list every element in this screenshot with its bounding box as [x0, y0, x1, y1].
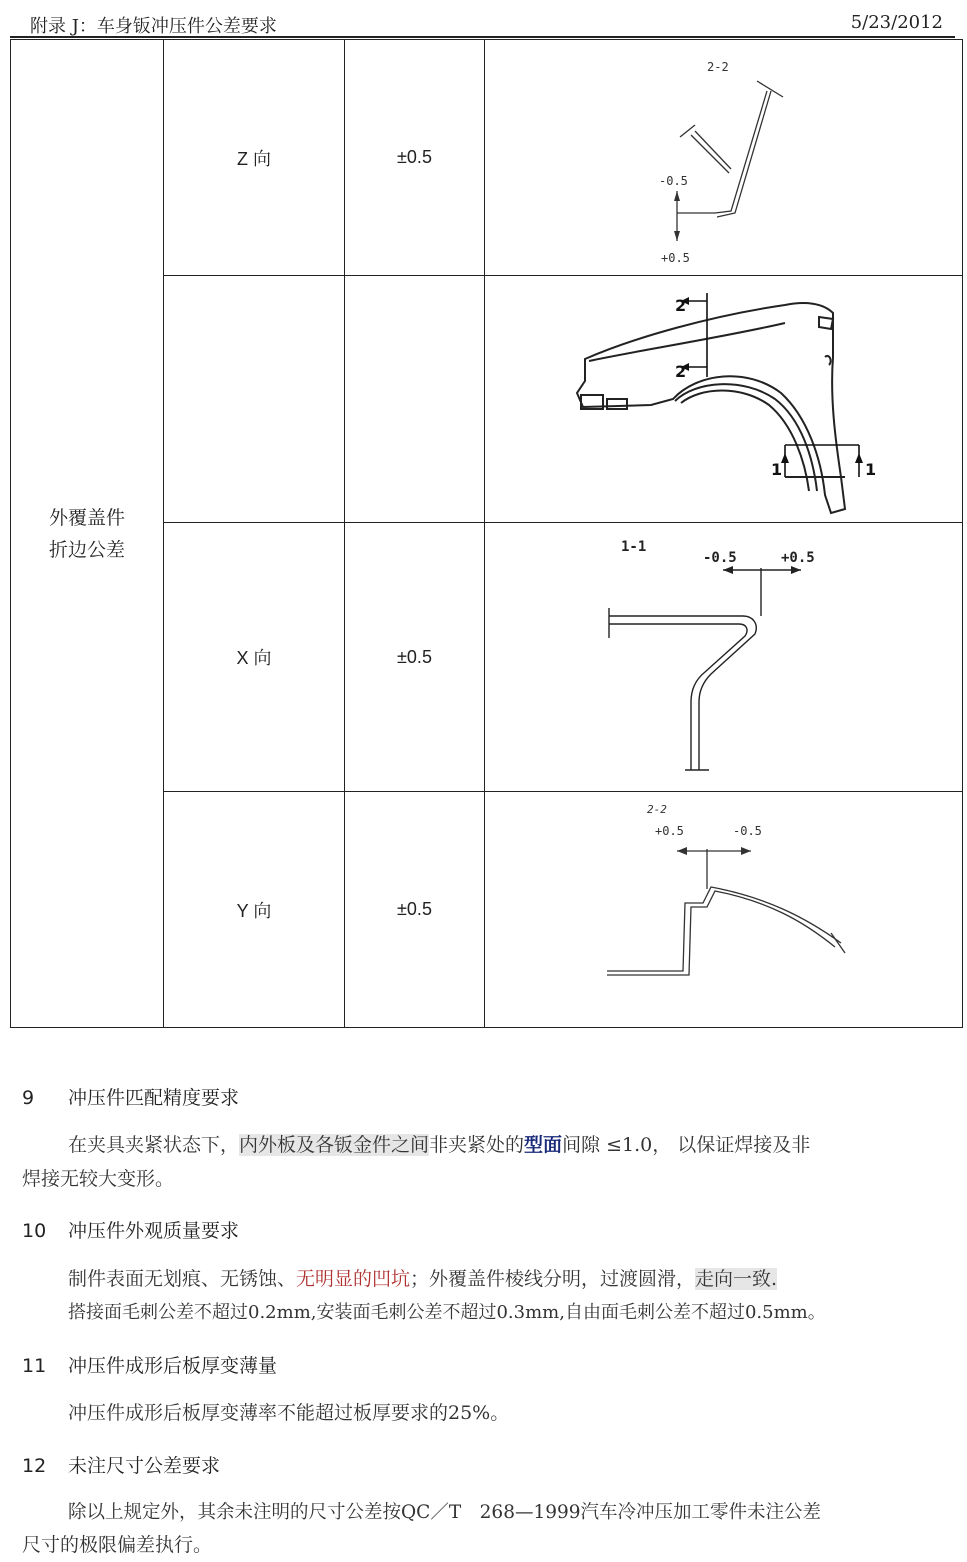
- category-cell: [11, 40, 164, 1028]
- fender-mark-right: 1: [865, 459, 877, 479]
- section-number: 10: [22, 1220, 47, 1242]
- emphasis-text: 型面: [524, 1134, 563, 1156]
- section-12-line-2: 尺寸的极限偏差执行。: [22, 1534, 213, 1556]
- tolerance-cell: ±0.5: [345, 523, 485, 792]
- y-section-label: 2-2: [647, 802, 667, 816]
- y-section-drawing: [485, 793, 961, 1027]
- highlighted-text: 走向一致.: [695, 1268, 778, 1290]
- section-number: 11: [22, 1355, 47, 1377]
- figure-x-section: [485, 523, 963, 792]
- section-title-9: [22, 1083, 239, 1110]
- page-header: [10, 0, 955, 38]
- header-title: 附录 J：车身钣冲压件公差要求: [30, 16, 277, 37]
- text-run: 间隙 ≤1.0， 以保证焊接及非: [562, 1134, 811, 1156]
- tolerance-cell: ±0.5: [345, 40, 485, 276]
- section-title-10: [22, 1216, 239, 1243]
- category-line-1: 外覆盖件: [48, 506, 125, 529]
- section-10-line-1: [22, 1262, 967, 1296]
- section-heading: 冲压件成形后板厚变薄量: [68, 1355, 278, 1377]
- fender-mark-top: 2: [675, 295, 687, 315]
- section-heading: 冲压件匹配精度要求: [68, 1087, 240, 1109]
- text-run: ；外覆盖件棱线分明，过渡圆滑，: [410, 1268, 696, 1290]
- fender-mark-left: 1: [771, 459, 783, 479]
- figure-fender: [485, 276, 963, 523]
- x-plus-label: +0.5: [781, 549, 815, 566]
- section-11-line-1: 冲压件成形后板厚变薄率不能超过板厚要求的25%。: [68, 1402, 510, 1424]
- fender-drawing: [485, 277, 961, 522]
- figure-y-section: [485, 792, 963, 1028]
- tolerance-cell: [345, 276, 485, 523]
- x-section-drawing: [485, 524, 961, 791]
- z-section-label: 2-2: [707, 59, 729, 74]
- section-heading: 冲压件外观质量要求: [68, 1220, 240, 1242]
- direction-cell: Z 向: [164, 40, 345, 276]
- section-title-12: [22, 1451, 220, 1478]
- section-number: 12: [22, 1455, 47, 1477]
- category-line-2: 折边公差: [48, 538, 125, 561]
- section-12-line-1: 除以上规定外，其余未注明的尺寸公差按QC／T 268—1999汽车冷冲压加工零件未注公差: [68, 1502, 822, 1523]
- text-run: 非夹紧处的: [429, 1134, 525, 1156]
- z-plus-label: +0.5: [661, 250, 690, 265]
- section-heading: 未注尺寸公差要求: [68, 1455, 221, 1477]
- y-minus-label: -0.5: [733, 823, 762, 838]
- direction-cell: Y 向: [164, 792, 345, 1028]
- y-plus-label: +0.5: [655, 823, 684, 838]
- section-9-line-2: 焊接无较大变形。: [22, 1168, 175, 1190]
- header-date: 5/23/2012: [850, 12, 943, 33]
- section-9-line-1: [22, 1128, 967, 1162]
- tolerance-cell: ±0.5: [345, 792, 485, 1028]
- section-number: 9: [22, 1087, 35, 1109]
- text-run: 制件表面无划痕、无锈蚀、: [68, 1268, 297, 1290]
- highlighted-text: 内外板及各钣金件之间: [239, 1134, 430, 1156]
- z-section-drawing: [485, 41, 961, 275]
- text-run: 在夹具夹紧状态下，: [68, 1134, 240, 1156]
- x-section-label: 1-1: [621, 538, 647, 555]
- x-minus-label: -0.5: [703, 549, 737, 566]
- z-minus-label: -0.5: [659, 173, 688, 188]
- direction-cell: [164, 276, 345, 523]
- table-row: [11, 40, 963, 276]
- red-text: 无明显的凹坑: [296, 1268, 411, 1290]
- section-10-line-2: 搭接面毛刺公差不超过0.2mm,安装面毛刺公差不超过0.3mm,自由面毛刺公差不超过0.5mm。: [68, 1302, 826, 1323]
- fender-mark-bottom: 2: [675, 361, 687, 381]
- direction-cell: X 向: [164, 523, 345, 792]
- section-title-11: [22, 1351, 277, 1378]
- figure-z-section: [485, 40, 963, 276]
- tolerance-table: [10, 39, 963, 1028]
